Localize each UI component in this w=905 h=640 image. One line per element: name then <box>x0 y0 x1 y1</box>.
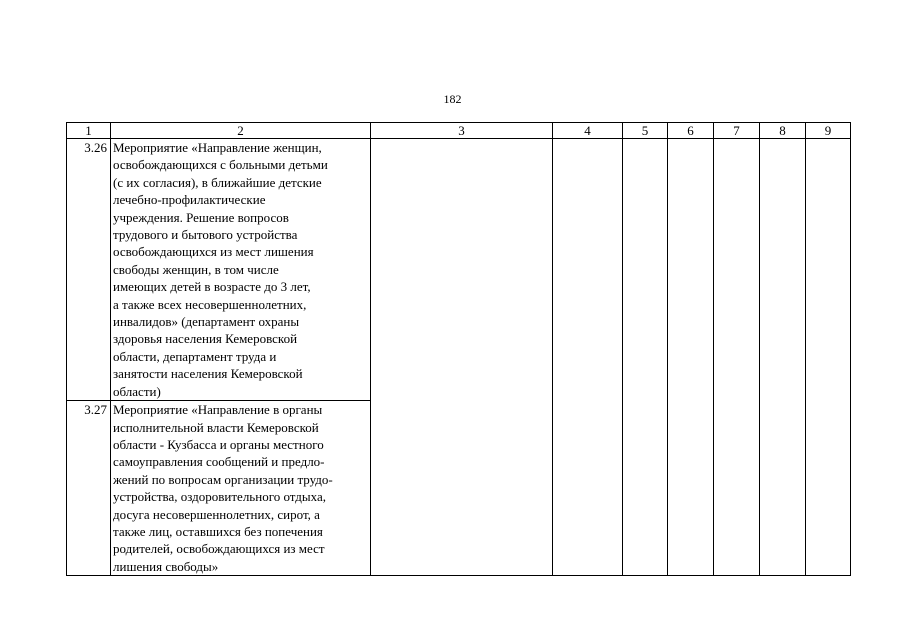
text-line: области) <box>113 383 161 399</box>
page-number: 182 <box>443 92 462 106</box>
table-row <box>67 139 851 401</box>
text-line: освобождающихся из мест лишения <box>113 244 314 260</box>
row-description <box>111 139 371 401</box>
text-line: трудового и бытового устройства <box>113 227 298 243</box>
column-9-cell <box>806 139 851 576</box>
text-line: досуга несовершеннолетних, сирот, а <box>113 506 320 522</box>
column-8-cell <box>760 139 806 576</box>
text-line: также лиц, оставшихся без попечения <box>113 523 323 539</box>
column-7-cell <box>714 139 760 576</box>
text-line: занятости населения Кемеровской <box>113 366 303 382</box>
header-cell-1: 1 <box>67 123 111 139</box>
header-cell-3: 3 <box>371 123 553 139</box>
header-cell-7: 7 <box>714 123 760 139</box>
text-line: инвалидов» (департамент охраны <box>113 314 300 330</box>
text-line: Мероприятие «Направление женщин, <box>113 140 322 155</box>
row-number: 3.27 <box>67 401 111 576</box>
text-line: имеющих детей в возрасте до 3 лет, <box>113 279 311 295</box>
column-4-cell <box>553 139 623 576</box>
text-line: здоровья населения Кемеровской <box>113 331 298 347</box>
text-line: лечебно-профилактические <box>113 192 266 208</box>
header-cell-9: 9 <box>806 123 851 139</box>
header-cell-4: 4 <box>553 123 623 139</box>
text-line: лишения свободы» <box>113 558 219 574</box>
text-line: родителей, освобождающихся из мест <box>113 541 325 557</box>
text-line: области - Кузбасса и органы местного <box>113 436 324 452</box>
text-line: жений по вопросам организации трудо- <box>113 471 333 487</box>
text-line: (с их согласия), в ближайшие детские <box>113 174 322 190</box>
text-line: освобождающихся с больными детьми <box>113 157 328 173</box>
text-line: свободы женщин, в том числе <box>113 261 279 277</box>
row-number: 3.26 <box>67 139 111 401</box>
column-5-cell <box>623 139 668 576</box>
text-line: учреждения. Решение вопросов <box>113 209 289 225</box>
text-line: устройства, оздоровительного отдыха, <box>113 489 326 505</box>
header-cell-2: 2 <box>111 123 371 139</box>
table-header-row <box>67 123 851 139</box>
column-6-cell <box>668 139 714 576</box>
text-line: самоуправления сообщений и предло- <box>113 454 325 470</box>
text-line: исполнительной власти Кемеровской <box>113 419 319 435</box>
measures-table <box>66 122 851 576</box>
column-3-cell <box>371 139 553 576</box>
header-cell-6: 6 <box>668 123 714 139</box>
header-cell-8: 8 <box>760 123 806 139</box>
text-line: а также всех несовершеннолетних, <box>113 296 307 312</box>
text-line: Мероприятие «Направление в органы <box>113 402 323 418</box>
row-description <box>111 401 371 576</box>
header-cell-5: 5 <box>623 123 668 139</box>
text-line: области, департамент труда и <box>113 348 277 364</box>
